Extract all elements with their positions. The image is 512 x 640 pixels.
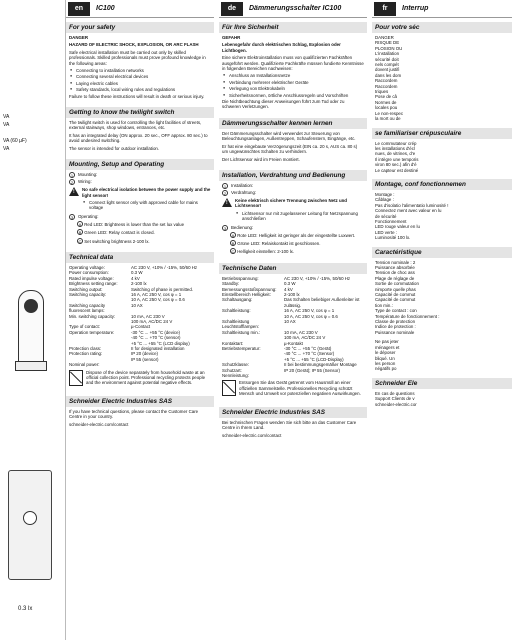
cell-val: 10 AX	[284, 319, 296, 324]
letter-b-icon: B	[231, 240, 235, 246]
fr-line: Connectez ment avec valeur en lu	[375, 208, 442, 214]
fr-line: nels compét	[375, 62, 399, 68]
cell-val: 16 A, AC 250 V, cos φ = 1	[284, 308, 335, 314]
step-mounting	[222, 183, 364, 189]
cell-key: Kontaktart:	[222, 340, 244, 346]
cell-key: Operating voltage:	[69, 264, 105, 270]
fr-line: triques	[375, 89, 389, 95]
op-text: Red LED: Brightness is lower than the set lux value	[84, 221, 185, 227]
fr-line: locales pou	[375, 105, 398, 111]
step-operating	[69, 214, 211, 220]
fr-line: dovent justifi	[375, 67, 400, 73]
cell-val: Switching of phase is permitted.	[131, 286, 193, 292]
en-tech-heading: Technical data	[66, 252, 214, 263]
warning-text: Keine elektrisch sichere Trennung zwischen Netz und Lichtsensor!	[235, 197, 347, 209]
cell-val: µ-Contact	[131, 324, 151, 330]
list-item: ● Connecting several electrical devices	[69, 74, 211, 79]
cell-key: Standby:	[222, 281, 240, 287]
list-item: ● Sicherheitsnormen, örtliche Anschlussregeln und Vorschriften	[222, 93, 364, 98]
cell-val: 0.3 W	[131, 270, 143, 276]
german-column	[219, 0, 367, 640]
fr-line: Le non-respec	[375, 110, 404, 116]
letter-c-icon: C	[231, 249, 235, 255]
strip-line	[3, 130, 62, 138]
disposal-text: Dispose of the device separately from household waste at an official collection point. Professional recycling protects people and the environment against potential negative effects.	[86, 369, 206, 386]
safety-outro: Failure to follow these instructions will result in death or serious injury.	[69, 93, 205, 99]
en-company-block	[66, 407, 214, 431]
fr-line: Le capteur est destiné	[375, 167, 419, 173]
cell-val: IP 20 (device)	[131, 351, 159, 357]
fr-know-heading: se familiariser crépusculaire	[372, 128, 512, 139]
en-know-block	[66, 118, 214, 155]
letter-c-icon: C	[78, 238, 82, 244]
cell-key: Protection rating:	[69, 351, 103, 357]
fr-line: Puissance absorbée	[375, 265, 415, 270]
strip-line: VA	[3, 122, 10, 128]
step-number-icon: 3	[223, 225, 227, 231]
cell-val: 2-100 lx	[131, 281, 147, 287]
de-know-block	[219, 129, 367, 166]
cell-val: 10 A, AC 250 V, cos φ = 0.6	[131, 297, 185, 303]
list-item	[77, 221, 211, 227]
list-item: ● Laying electric cables	[69, 81, 211, 86]
op-text: Grüne LED: Relaiskontakt ist geschlossen.	[237, 240, 321, 246]
fr-company-heading: Schneider Ele	[372, 378, 512, 389]
letter-a-icon: A	[78, 221, 82, 227]
paragraph: The twilight switch is used for controlling the light facilities of streets, external stairways, shop windows, entrances, etc.	[69, 120, 202, 131]
cell-val: 10 A, AC 250 V, cos φ = 0.6	[284, 313, 338, 319]
danger-label: GEFAHR	[222, 35, 241, 40]
danger-text: Lebensgefahr durch elektrischen Schlag, Explosion oder Lichtbogen.	[222, 42, 341, 53]
fr-company-block	[372, 389, 512, 409]
cell-val: IP 20 (Gerät); IP 55 (Sensor)	[284, 367, 340, 373]
fr-line: DANGER	[375, 35, 394, 40]
fr-safety-heading: Pour votre séc	[372, 22, 512, 33]
en-header	[66, 0, 214, 18]
fr-line: Pose de câ	[375, 94, 397, 100]
safety-list	[69, 68, 211, 93]
fr-line: Fonctionnement	[375, 218, 407, 224]
en-safety-block	[66, 33, 214, 103]
cell-val: 10 mA, AC 230 V	[131, 313, 165, 319]
fr-line: sécurité doit	[375, 56, 399, 62]
cell-key: Schutzklasse:	[222, 362, 250, 368]
english-column	[66, 0, 214, 640]
fr-line: les person	[375, 360, 396, 366]
safety-outro: Die Nichtbeachtung dieser Anweisungen führt zum Tod oder zu schweren Verletzungen.	[222, 99, 345, 110]
cell-val: II bei bestimmungsgemäßer Montage	[284, 362, 357, 368]
cell-val: AC 230 V, +10% / -15%, 50/60 Hz	[284, 275, 351, 281]
op-text: Green LED: Relay contact is closed.	[84, 230, 155, 236]
step-label: Bedienung:	[231, 224, 254, 230]
strip-line: VA	[3, 114, 10, 120]
table-row	[222, 373, 364, 378]
en-company-heading: Schneider Electric Industries SAS	[66, 396, 214, 407]
cell-val: -40 °C ... +70 °C (sensor)	[131, 335, 181, 341]
fr-line: le déposer	[375, 350, 396, 356]
language-tag-en: en	[68, 2, 90, 16]
list-item	[77, 229, 211, 235]
cell-key: Rated impulse voltage:	[69, 275, 114, 281]
step-number-icon: 2	[223, 190, 227, 196]
en-mount-heading: Mounting, Setup and Operating	[66, 159, 214, 170]
fr-line: Indice de protection :	[375, 324, 416, 330]
fr-line: L'installation	[375, 51, 400, 57]
cell-val: µ-Kontakt	[284, 340, 303, 346]
lux-knob-icon	[23, 511, 37, 525]
cell-key: Switching output:	[69, 286, 103, 292]
cell-val: 4 kV	[284, 286, 293, 292]
fr-line: Tension de choc ass	[375, 270, 415, 276]
fr-safety-block	[372, 33, 512, 124]
fr-know-block	[372, 139, 512, 175]
cell-val: 10 mA, AC 230 V	[284, 329, 318, 335]
cell-key: Min. switching capacity:	[69, 313, 116, 319]
cell-key: Betriebstemperatur:	[222, 346, 261, 352]
table-row	[222, 319, 364, 330]
paragraph: Der Lichtsensor wird im Freien montiert.	[222, 156, 300, 162]
fr-line: Type de contact : con	[375, 308, 417, 314]
cell-val: II for designated installation	[131, 346, 185, 352]
warning-box	[69, 187, 211, 212]
en-know-heading: Getting to know the twilight switch	[66, 107, 214, 118]
table-row	[69, 362, 211, 367]
paragraph: The sensor is intended for outdoor installation.	[69, 145, 160, 151]
paragraph: Der Dämmerungsschalter wird verwendet zur Steuerung von Beleuchtungsanlagen, Außentreppen, Schaufenstern, Eingänge, etc.	[222, 130, 356, 142]
cell-key: Bemessungsstoßspannung:	[222, 286, 277, 292]
cell-val: -30 °C ... +55 °C (Gerät)	[284, 346, 332, 352]
cell-key: Nominal power:	[69, 362, 100, 368]
cell-val: 100 mA, AC/DC 24 V	[284, 335, 326, 341]
step-label: Verdrahtung:	[231, 190, 257, 196]
fr-line: Normes de	[375, 99, 397, 105]
step-wiring	[69, 179, 211, 185]
step-number-icon: 2	[70, 180, 74, 186]
light-sensor-illustration	[18, 290, 44, 370]
fr-line: nimporte quelle phas	[375, 286, 416, 292]
de-mount-block	[219, 181, 367, 259]
cell-key: Switching capacity fluorescent lamps:	[69, 302, 106, 314]
fr-line: Pas d'isolatio l'alimentatio luminosité !	[375, 202, 449, 208]
list-item	[77, 238, 211, 244]
crossed-bin-icon	[69, 370, 83, 386]
disposal-note	[69, 370, 211, 388]
fr-line: Câblage :	[375, 197, 394, 203]
crossed-bin-icon	[222, 380, 236, 396]
fr-disposal-block	[372, 337, 512, 373]
cell-val: -30 °C ... +55 °C (device)	[131, 329, 181, 335]
company-text: If you have technical questions, please contact the Customer Care Centre in your country.	[69, 408, 199, 420]
step-number-icon: 1	[70, 173, 74, 179]
cell-key: Type of contact:	[69, 324, 100, 330]
cell-val: Das Schalten beliebiger Außenleiter ist zulässig.	[284, 297, 360, 308]
cell-val: 4 kV	[131, 275, 140, 281]
de-tech-heading: Technische Daten	[219, 263, 367, 274]
paragraph: It has an integrated delay (ON approx. 20 sec., OFF approx. 80 sec.) to avoid undesired switching.	[69, 132, 208, 144]
fr-title: Interrup	[402, 5, 429, 12]
list-item: ● Verlegung von Elektrokabeln	[222, 86, 364, 91]
en-safety-heading: For your safety	[66, 22, 214, 33]
cell-key: Schaltausgang:	[222, 297, 253, 303]
list-item: ● Connecting to installation networks	[69, 68, 211, 73]
en-mount-block	[66, 170, 214, 248]
fr-line: Il intègre une temporis	[375, 156, 419, 162]
de-safety-heading: Für Ihre Sicherheit	[219, 22, 367, 33]
op-text: Helligkeit einstellen: 2-100 lx.	[237, 249, 295, 255]
cell-val: AC 230 V, +10% / -15%, 50/60 Hz	[131, 264, 198, 270]
danger-label: DANGER	[69, 35, 89, 40]
de-title: Dämmerungsschalter IC100	[249, 5, 342, 12]
step-label: Mounting:	[78, 172, 98, 178]
step-mounting	[69, 172, 211, 178]
cell-key: Einstellbereich Helligkeit:	[222, 291, 271, 297]
company-link[interactable]: schneider-electric.com/contact	[222, 432, 282, 438]
safety-list	[222, 73, 364, 98]
cell-val: 100 mA, AC/DC 24 V	[131, 319, 173, 324]
fr-line: négatifs po	[375, 366, 397, 372]
fr-line: RISQUE DE	[375, 40, 400, 46]
fr-mount-heading: Montage, conf fonctionnemen	[372, 179, 512, 190]
cell-val: 2-100 lx	[284, 291, 300, 297]
strip-line: VA (60 µF)	[3, 138, 27, 144]
left-page-strip	[0, 0, 66, 640]
fr-line: LED rouge valeur en lu	[375, 224, 420, 230]
cell-val: 16 A, AC 250 V, cos φ = 1	[131, 291, 182, 297]
step-operating	[222, 225, 364, 231]
fr-line: Plage de réglage de	[375, 275, 415, 281]
fr-line: Ne pas jeter	[375, 339, 399, 345]
de-company-heading: Schneider Electric Industries SAS	[219, 407, 367, 418]
step-number-icon: 1	[223, 183, 227, 189]
cell-val: 0.3 W	[284, 281, 296, 287]
warning-triangle-icon: !	[69, 187, 79, 196]
sensor-lens	[24, 299, 38, 313]
fr-line: la mort ou de	[375, 116, 401, 122]
table-row	[222, 297, 364, 308]
step-label: Wiring:	[78, 179, 92, 185]
fr-line: Montage :	[375, 191, 395, 197]
letter-b-icon: B	[78, 230, 82, 236]
fr-line: Tension nominale : 2	[375, 259, 416, 265]
cell-key: Betriebsspannung:	[222, 275, 259, 281]
list-item: ● Connect light sensor only with approved cable for mains voltage	[82, 200, 211, 211]
de-header	[219, 0, 367, 18]
fr-line: LED verte :	[375, 229, 397, 235]
fr-line: Capacité de commut	[375, 292, 416, 298]
device-front-illustration	[8, 470, 52, 580]
fr-line: Raccordem	[375, 83, 398, 89]
company-text: Bei technischen Fragen wenden Sie sich bitte an das Customer Care Centre in Ihrem Land.	[222, 419, 357, 431]
en-tech-table	[66, 263, 214, 392]
cell-key: Operation temperature:	[69, 329, 115, 335]
language-tag-fr: fr	[374, 2, 396, 16]
fr-tech-heading: Caractéristique	[372, 247, 512, 258]
safety-intro: Eine sichere Elektroinstallation muss von qualifizierten Fachkräften ausgeführt werden. Qualifizierte Fachkräfte müssen fundierte Kenntnisse in folgenden Bereichen nachweisen:	[222, 55, 364, 72]
cell-key: Power consumption:	[69, 270, 109, 276]
danger-text: HAZARD OF ELECTRIC SHOCK, EXPLOSION, OR ARC FLASH	[69, 42, 199, 48]
step-wiring	[222, 190, 364, 196]
de-know-heading: Dämmerungsschalter kennen lernen	[219, 118, 367, 129]
list-item	[230, 240, 364, 246]
de-company-block	[219, 418, 367, 442]
operating-list	[222, 232, 364, 255]
company-link[interactable]: schneider-electric.com/contact	[69, 421, 129, 427]
safety-intro: Safe electrical installation must be carried out only by skilled professionals. Skilled professionals must prove profound knowledge in the following areas:	[69, 49, 206, 66]
sensor-base	[15, 361, 47, 371]
step-number-icon: 3	[70, 214, 74, 220]
fr-line: Luminosité 100 lx.	[375, 235, 411, 241]
en-title: IC100	[96, 5, 115, 12]
cell-val: -40 °C ... +70 °C (Sensor)	[284, 351, 335, 357]
disposal-text: Entsorgen Sie das Gerät getrennt vom Hausmüll an einer offiziellen Sammelstelle. Professionelles Recycling schützt Mensch und Umwelt vor potenziellen negativen Auswirkungen.	[239, 380, 361, 397]
language-tag-de: de	[221, 2, 243, 16]
cell-val: 10 AX	[131, 302, 143, 308]
cell-key: Schaltleistung:	[222, 308, 251, 314]
fr-line: les installations d'écl	[375, 145, 415, 151]
fr-line: dans les dom	[375, 72, 402, 78]
fr-line: Sortie de commutation	[375, 281, 419, 287]
fr-line: En cas de questions	[375, 390, 415, 396]
cell-key: Schaltleistung Leuchtstofflampen:	[222, 319, 260, 330]
de-tech-table	[219, 274, 367, 403]
operating-list	[69, 221, 211, 244]
fr-line: Support Clients de v	[375, 396, 415, 402]
fr-line: bliqué. Un	[375, 355, 395, 361]
step-label: Installation:	[231, 183, 254, 189]
fr-line: ménagers et	[375, 344, 400, 350]
list-item	[230, 248, 364, 254]
cell-key: Protection class:	[69, 346, 102, 352]
warning-box	[222, 198, 364, 223]
de-safety-block	[219, 33, 367, 114]
fr-line: Capacité de commut	[375, 297, 416, 303]
list-item: ● Anschluss an Installationsnetze	[222, 73, 364, 78]
cell-key: Schutzart:	[222, 367, 242, 373]
fr-mount-block	[372, 190, 512, 243]
fr-line: Le commutateur crép	[375, 140, 417, 146]
paragraph: Er hat eine eingebaute Verzögerungszeit (EIN ca. 20 s, AUS ca. 80 s) um ungewünschtes Schalten zu verhindern.	[222, 143, 358, 155]
fr-line: viron 80 sec.) afin d'é	[375, 162, 417, 168]
disposal-note	[222, 380, 364, 398]
cell-key: Switching capacity:	[69, 291, 107, 297]
fr-line: PLOSION OU	[375, 45, 403, 51]
cell-val: +5 °C ... +55 °C (LCD display)	[131, 340, 190, 346]
cell-key: Nennleistung:	[222, 373, 249, 379]
fr-line: Température de fonctionnement :	[375, 313, 440, 319]
warning-triangle-icon: !	[222, 198, 232, 207]
fr-line: Classe de protection	[375, 319, 416, 325]
step-label: Operating:	[78, 214, 99, 220]
op-text: Rote LED: Helligkeit ist geringer als der eingestellte Luxwert.	[237, 232, 356, 238]
warning-text: No safe electrical isolation between the power supply and the light sensor!	[82, 187, 211, 198]
fr-header	[372, 0, 512, 18]
strip-lux-label: 0.3 lx	[18, 606, 33, 612]
cell-val: IP 55 (sensor)	[131, 356, 159, 362]
fr-line: nues, de vitrines, d'e	[375, 151, 416, 157]
list-item: ● Lichtsensor nur mit zugelassener Leitung für Netzspannung anschließen	[235, 211, 364, 222]
cell-val: +5 °C ... +55 °C (LCD-Display)	[284, 356, 344, 362]
table-row	[69, 303, 211, 314]
cell-key: Schaltleistung min.:	[222, 329, 261, 335]
list-item	[230, 232, 364, 238]
fr-line: tion min.:	[375, 302, 393, 308]
fr-line: Puissance nominale	[375, 329, 415, 335]
fr-tech-block	[372, 258, 512, 338]
list-item: ● Verbindung mehrerer elektrischer Geräte	[222, 80, 364, 85]
de-mount-heading: Installation, Verdrahtung und Bedienung	[219, 170, 367, 181]
fr-line: schneider-electric.cor	[375, 401, 417, 407]
list-item: ● Safety standards, local wiring rules and regulations	[69, 87, 211, 92]
fr-line: Raccordem	[375, 78, 398, 84]
letter-a-icon: A	[231, 232, 235, 238]
strip-text-fragments	[0, 112, 65, 156]
op-text: Set switching brightness 2-100 lx.	[84, 238, 150, 244]
fr-line: de sécurité	[375, 213, 397, 219]
french-column	[372, 0, 466, 640]
strip-line: VA	[3, 146, 10, 152]
cell-key: Brightness setting range:	[69, 281, 118, 287]
